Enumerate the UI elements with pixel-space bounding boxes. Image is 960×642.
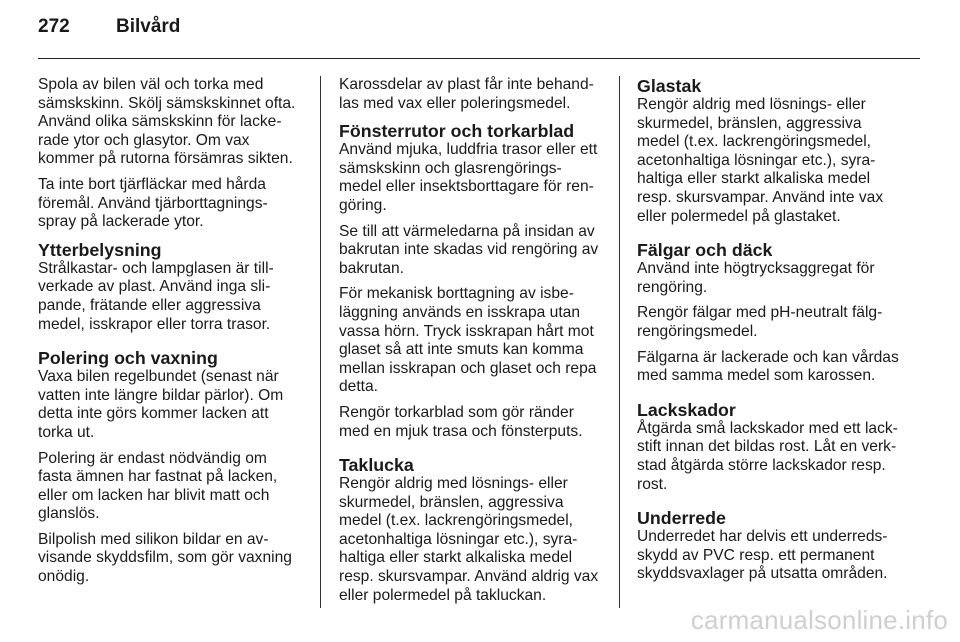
section-heading: Lackskador [637,399,736,420]
section [38,348,305,587]
column-divider-2 [619,76,620,608]
section-heading: Glastak [637,76,702,96]
body-paragraph: Rengör aldrig med lösnings- eller skurmedel, bränslen, aggressiva medel (t.ex. lackrengöringsmedel, acetonhaltiga lösningar etc.), syra- haltiga eller starkt alkaliska medel resp. skursvampar. Använd aldrig vax eller polermedel på takluckan. [339,475,599,604]
body-paragraph: Strålkastar- och lampglasen är till- verkade av plast. Använd inga sli- pande, frätande eller aggressiva medel, isskrapor eller torra trasor. [38,259,274,333]
body-paragraph: Vaxa bilen regelbundet (senast när vatten inte längre bildar pärlor). Om detta inte görs kommer lacken att torka ut. [38,368,284,441]
section [637,508,905,584]
body-paragraph: Spola av bilen väl och torka med sämskskinn. Skölj sämskskinnet ofta. Använd olika sämskskinn för lacke- rade ytor och glasytor. Om vax kommer på rutorna försämras sikten. [38,76,296,168]
body-paragraph: Bilpolish med silikon bildar en av- visande skyddsfilm, som gör vaxning onödig. [38,530,292,586]
body-paragraph: Polering är endast nödvändig om fasta ämnen har fastnat på lacken, eller om lacken har blivit matt och glanslös. [38,449,278,523]
body-paragraph: För mekanisk borttagning av isbe- läggning används en isskrapa utan vassa hörn. Tryck isskrapan hårt mot glaset så att inte smuts kan komma mellan isskrapan och glaset och repa detta. [339,285,597,396]
body-paragraph: Karossdelar av plast får inte behand- las med vax eller poleringsmedel. [339,76,594,112]
section [637,76,905,226]
section-heading: Taklucka [339,455,414,476]
section [637,400,905,494]
body-paragraph: Använd inte högtrycksaggregat för rengöring. [637,260,875,296]
body-paragraph: Fälgarna är lackerade och kan vårdas med samma medel som karossen. [637,348,899,385]
section-heading: Polering och vaxning [38,348,218,369]
section [339,121,607,441]
section [38,240,305,334]
body-paragraph: Använd mjuka, luddfria trasor eller ett sämskskinn och glasrengörings- medel eller insektsborttagare för ren- göring. [339,141,598,214]
body-paragraph: Rengör fälgar med pH-neutralt fälg- rengöringsmedel. [637,304,883,340]
body-paragraph: Se till att värmeledarna på insidan av bakrutan inte skadas vid rengöring av bakrutan. [339,222,599,277]
text-column-1 [38,76,305,601]
text-column-3 [637,76,905,598]
header-rule [38,58,920,59]
body-paragraph: Rengör aldrig med lösnings- eller skurmedel, bränslen, aggressiva medel (t.ex. lackrengöringsmedel, acetonhaltiga lösningar etc.), syra- haltiga eller starkt alkaliska medel resp. skursvampar. Använd inte vax eller polermedel på glastaket. [637,96,884,225]
body-paragraph: Ta inte bort tjärfläckar med hårda föremål. Använd tjärborttagnings- spray på lackerade ytor. [38,175,268,231]
section-heading: Underrede [637,508,726,529]
section-title: Bilvård [116,16,181,37]
body-paragraph: Rengör torkarblad som gör ränder med en mjuk trasa och fönsterputs. [339,403,583,440]
text-column-2 [339,76,607,619]
page-header [38,16,920,48]
column-divider-1 [320,76,321,608]
watermark: carmanualsonline.info [690,605,948,635]
section-heading: Fönsterrutor och torkarblad [339,121,575,142]
body-paragraph: Åtgärda små lackskador med ett lack- stift innan det bildas rost. Låt en verk- stad åtgärda större lackskador resp. rost. [637,419,898,493]
section [339,455,607,605]
page-number: 272 [38,16,70,37]
body-paragraph: Underredet har delvis ett underreds- skydd av PVC resp. ett permanent skyddsvaxlager på utsatta områden. [637,528,888,583]
section-heading: Ytterbelysning [38,239,162,260]
section-heading: Fälgar och däck [637,240,773,261]
section [637,240,905,386]
